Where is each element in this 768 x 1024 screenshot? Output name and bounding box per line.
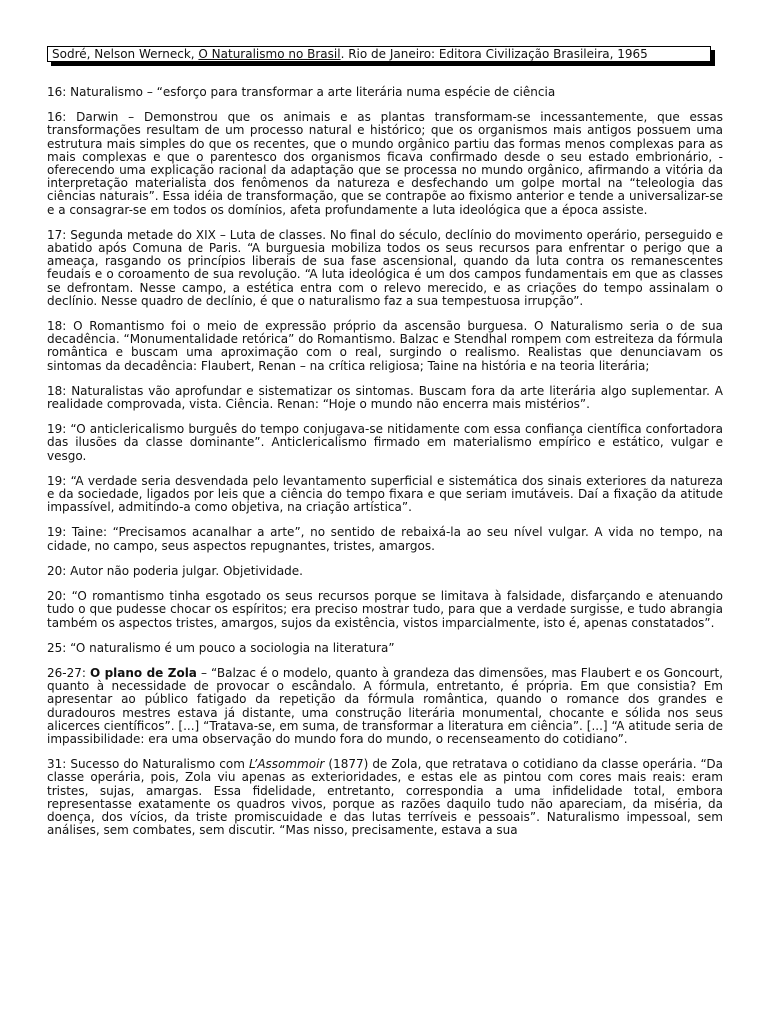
assommoir-paragraph [47, 758, 723, 837]
zola-heading: O plano de Zola [89, 665, 197, 680]
zola-prefix: 26-27: [47, 665, 90, 680]
note-paragraph: 20: “O romantismo tinha esgotado os seus recursos porque se limitava à falsidade, disfarçando e atenuando tudo o que pudesse chocar os espíritos; era preciso mostrar tudo, para que a verdade surgisse, e tudo abrangia também os aspectos tristes, amargos, sujos da existência, vistos imparcialmente, isto é, apenas constatados”. [47, 589, 723, 630]
note-paragraph: 20: Autor não poderia julgar. Objetividade. [47, 563, 303, 578]
note-paragraph: 19: “O anticlericalismo burguês do tempo conjugava-se nitidamente com essa confiança científica confortadora das ilusões da classe dominante”. Anticlericalismo firmado em materialismo empírico e estático, vulgar e vesgo. [47, 422, 723, 463]
note-paragraph: 18: O Romantismo foi o meio de expressão próprio da ascensão burguesa. O Naturalismo seria o de sua decadência. “Monumentalidade retórica” do Romantismo. Balzac e Stendhal rompem com estreiteza da fórmula romântica e buscam uma aproximação com o real, surgindo o realismo. Realistas que denunciavam os sintomas da decadência: Flaubert, Renan – na crítica religiosa; Taine na história e na teoria literária; [47, 319, 723, 373]
assommoir-text: (1877) de Zola, que retratava o cotidiano da classe operária. “Da classe operária, pois, Zola viu apenas as exterioridades, e estas ele as pintou com cores mais reais: eram tristes, sujas, amargas. Essa fidelidade, entretanto, correspondia a uma infidelidade total, embora representasse exatamente os quadros vivos, porque as razões daquilo tudo não apareciam, da miséria, da doença, dos vícios, da triste promiscuidade e das lutas terríveis e pessoais”. Naturalismo impessoal, sem análises, sem combates, sem discutir. “Mas nisso, precisamente, estava a sua [47, 757, 724, 838]
note-paragraph: 19: “A verdade seria desvendada pelo levantamento superficial e sistemática dos sinais exteriores da natureza e da sociedade, ligados por leis que a ciência do tempo fixara e que seriam imutáveis. Daí a fixação da atitude impassível, admitindo-a como objetiva, na criação artística”. [47, 473, 723, 515]
zola-text: – “Balzac é o modelo, quanto à grandeza das dimensões, mas Flaubert e os Goncourt, quanto à necessidade de provocar o escândalo. A fórmula, entretanto, é própria. Em que consistia? Em apresentar ao público fatigado da repetição da fórmula romântica, quando o romance dos grandes e duradouros mestres estava já distante, uma construção literária monumental, chocante e sólida nos seus alicerces científicos”. [...] “Tratava-se, em suma, de transformar a literatura em ciência”. [...] “A atitude seria de impassibilidade: era uma observação do mundo fora do mundo, o recenseamento do cotidiano”. [47, 665, 723, 746]
reference-publisher: . Rio de Janeiro: Editora Civilização Brasileira, 1965 [340, 47, 648, 61]
reference-citation-box [47, 46, 711, 62]
note-paragraph: 16: Darwin – Demonstrou que os animais e as plantas transformam-se incessantemente, que essas transformações resultam de um processo natural e histórico; que os organismos mais antigos possuem uma estrutura mais simples do que os recentes, que o mundo orgânico partiu das formas menos complexas para as mais complexas e que o parentesco dos organismos ficava confirmado desde o seu estado embrionário, - oferecendo uma explicação racional da adaptação que se processa no mundo orgânico, afirmando a vitória da interpretação materialista dos fenômenos da natureza e desfechando um golpe mortal na “teleologia das ciências naturais”. Essa idéia de transformação, que se contrapõe ao fixismo anterior e tende a universalizar-se e a consagrar-se em todos os domínios, afeta profundamente a luta ideológica que a época assiste. [47, 110, 723, 217]
note-paragraph: 18: Naturalistas vão aprofundar e sistematizar os sintomas. Buscam fora da arte literária algo suplementar. A realidade comprovada, vista. Ciência. Renan: “Hoje o mundo não encerra mais mistérios”. [47, 383, 723, 412]
note-paragraph: 17: Segunda metade do XIX – Luta de classes. No final do século, declínio do movimento operário, perseguido e abatido após Comuna de Paris. “A burguesia mobiliza todos os seus recursos para enfrentar o perigo que a ameaça, rasgando os princípios liberais de sua fase ascensional, quando da luta contra os remanescentes feudais e o coroamento de sua revolução. “A luta ideológica é um dos campos fundamentais em que as classes se defrontam. Nesse campo, a estética entra com o relevo merecido, e as criações do tempo assinalam o declínio. Nesse quadro de declínio, é que o naturalismo faz a sua tempestuosa irrupção”. [47, 227, 723, 308]
note-paragraph: 19: Taine: “Precisamos acanalhar a arte”, no sentido de rebaixá-la ao seu nível vulgar. A vida no tempo, na cidade, no campo, seus aspectos repugnantes, tristes, amargos. [47, 525, 723, 553]
assommoir-prefix: 31: Sucesso do Naturalismo com [47, 757, 249, 772]
reference-title: O Naturalismo no Brasil [198, 47, 341, 61]
zola-plan-paragraph [47, 667, 723, 746]
note-paragraph: 25: “O naturalismo é um pouco a sociologia na literatura” [47, 640, 395, 655]
document-body [47, 86, 723, 849]
assommoir-title: L’Assommoir [248, 757, 325, 772]
note-paragraph: 16: Naturalismo – “esforço para transformar a arte literária numa espécie de ciência [47, 85, 556, 99]
reference-author: Sodré, Nelson Werneck, [52, 47, 199, 61]
